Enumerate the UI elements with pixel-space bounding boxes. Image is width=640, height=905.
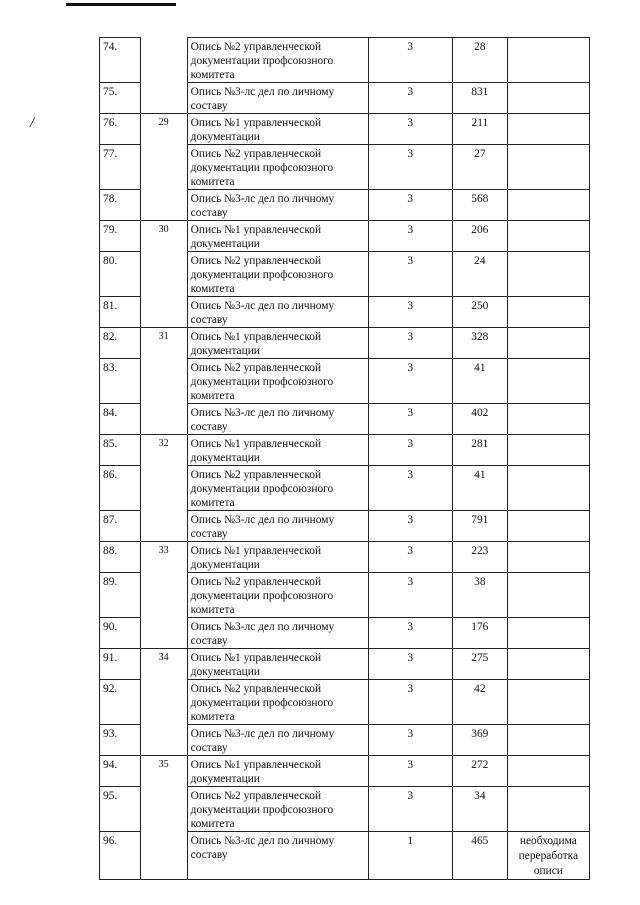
note-cell [507,542,589,573]
count-cell: 41 [452,359,507,404]
inventory-title-cell: Опись №2 управленческой документации профсоюзного комитета [187,573,368,618]
inventory-table [99,37,590,880]
count-cell: 568 [452,190,507,221]
note-cell [507,114,589,145]
category-cell: 3 [368,328,452,359]
count-cell: 206 [452,221,507,252]
inventory-title-cell: Опись №2 управленческой документации профсоюзного комитета [187,359,368,404]
note-cell [507,145,589,190]
fund-number-cell: 31 [140,328,187,359]
category-cell: 3 [368,404,452,435]
inventory-title-cell: Опись №3-лс дел по личному составу [187,190,368,221]
inventory-title-cell: Опись №2 управленческой документации профсоюзного комитета [187,680,368,725]
count-cell: 41 [452,466,507,511]
category-cell: 3 [368,252,452,297]
row-number-cell: 91. [100,649,141,680]
table-row [100,832,590,880]
fund-number-cell [140,83,187,114]
table-row [100,756,590,787]
note-cell [507,190,589,221]
category-cell: 3 [368,756,452,787]
category-cell: 1 [368,832,452,880]
row-number-cell: 74. [100,38,141,83]
category-cell: 3 [368,542,452,573]
category-cell: 3 [368,114,452,145]
count-cell: 42 [452,680,507,725]
row-number-cell: 75. [100,83,141,114]
row-number-cell: 84. [100,404,141,435]
table-row [100,252,590,297]
category-cell: 3 [368,618,452,649]
inventory-title-cell: Опись №2 управленческой документации профсоюзного комитета [187,145,368,190]
fund-number-cell: 34 [140,649,187,680]
category-cell: 3 [368,38,452,83]
count-cell: 176 [452,618,507,649]
fund-number-cell [140,618,187,649]
row-number-cell: 77. [100,145,141,190]
count-cell: 24 [452,252,507,297]
fund-number-cell [140,252,187,297]
count-cell: 250 [452,297,507,328]
table-row [100,680,590,725]
fund-number-cell: 32 [140,435,187,466]
row-number-cell: 93. [100,725,141,756]
fund-number-cell [140,787,187,832]
note-cell: необходима переработка описи [507,832,589,880]
inventory-title-cell: Опись №1 управленческой документации [187,328,368,359]
count-cell: 328 [452,328,507,359]
category-cell: 3 [368,787,452,832]
row-number-cell: 90. [100,618,141,649]
inventory-title-cell: Опись №1 управленческой документации [187,542,368,573]
row-number-cell: 82. [100,328,141,359]
row-number-cell: 85. [100,435,141,466]
note-cell [507,618,589,649]
table-row [100,511,590,542]
category-cell: 3 [368,573,452,618]
fund-number-cell [140,190,187,221]
count-cell: 27 [452,145,507,190]
category-cell: 3 [368,680,452,725]
fund-number-cell: 30 [140,221,187,252]
note-cell [507,83,589,114]
inventory-title-cell: Опись №3-лс дел по личному составу [187,725,368,756]
inventory-title-cell: Опись №3-лс дел по личному составу [187,404,368,435]
fund-number-cell [140,404,187,435]
inventory-title-cell: Опись №1 управленческой документации [187,435,368,466]
note-cell [507,466,589,511]
category-cell: 3 [368,83,452,114]
note-cell [507,756,589,787]
fund-number-cell [140,38,187,83]
note-cell [507,359,589,404]
note-cell [507,680,589,725]
note-cell [507,404,589,435]
note-cell [507,435,589,466]
row-number-cell: 81. [100,297,141,328]
note-cell [507,649,589,680]
inventory-title-cell: Опись №1 управленческой документации [187,114,368,145]
inventory-title-cell: Опись №1 управленческой документации [187,756,368,787]
inventory-title-cell: Опись №2 управленческой документации профсоюзного комитета [187,787,368,832]
row-number-cell: 78. [100,190,141,221]
row-number-cell: 86. [100,466,141,511]
category-cell: 3 [368,221,452,252]
note-cell [507,252,589,297]
count-cell: 28 [452,38,507,83]
table-row [100,435,590,466]
fund-number-cell [140,573,187,618]
fund-number-cell [140,359,187,404]
row-number-cell: 95. [100,787,141,832]
fund-number-cell [140,725,187,756]
fund-number-cell: 33 [140,542,187,573]
table-row [100,573,590,618]
count-cell: 402 [452,404,507,435]
table-row [100,221,590,252]
category-cell: 3 [368,359,452,404]
margin-mark: / [30,115,35,131]
category-cell: 3 [368,649,452,680]
count-cell: 281 [452,435,507,466]
inventory-title-cell: Опись №2 управленческой документации профсоюзного комитета [187,252,368,297]
row-number-cell: 96. [100,832,141,880]
note-cell [507,725,589,756]
fund-number-cell [140,832,187,880]
table-row [100,466,590,511]
inventory-title-cell: Опись №3-лс дел по личному составу [187,832,368,880]
row-number-cell: 88. [100,542,141,573]
inventory-title-cell: Опись №1 управленческой документации [187,649,368,680]
table-row [100,618,590,649]
fund-number-cell [140,511,187,542]
inventory-title-cell: Опись №3-лс дел по личному составу [187,297,368,328]
category-cell: 3 [368,190,452,221]
table-row [100,190,590,221]
top-rule [66,3,176,6]
row-number-cell: 89. [100,573,141,618]
category-cell: 3 [368,145,452,190]
count-cell: 34 [452,787,507,832]
table-row [100,38,590,83]
category-cell: 3 [368,511,452,542]
table-row [100,649,590,680]
table-row [100,359,590,404]
fund-number-cell [140,680,187,725]
row-number-cell: 76. [100,114,141,145]
fund-number-cell: 29 [140,114,187,145]
count-cell: 275 [452,649,507,680]
table-row [100,114,590,145]
table-row [100,328,590,359]
fund-number-cell [140,466,187,511]
table-row [100,83,590,114]
inventory-title-cell: Опись №1 управленческой документации [187,221,368,252]
count-cell: 465 [452,832,507,880]
count-cell: 272 [452,756,507,787]
inventory-title-cell: Опись №3-лс дел по личному составу [187,83,368,114]
row-number-cell: 80. [100,252,141,297]
count-cell: 369 [452,725,507,756]
row-number-cell: 87. [100,511,141,542]
category-cell: 3 [368,725,452,756]
table-row [100,725,590,756]
inventory-title-cell: Опись №2 управленческой документации профсоюзного комитета [187,38,368,83]
note-cell [507,297,589,328]
note-cell [507,38,589,83]
category-cell: 3 [368,435,452,466]
count-cell: 791 [452,511,507,542]
table-row [100,787,590,832]
inventory-title-cell: Опись №3-лс дел по личному составу [187,618,368,649]
inventory-title-cell: Опись №3-лс дел по личному составу [187,511,368,542]
count-cell: 223 [452,542,507,573]
count-cell: 831 [452,83,507,114]
category-cell: 3 [368,466,452,511]
table-row [100,542,590,573]
count-cell: 38 [452,573,507,618]
row-number-cell: 92. [100,680,141,725]
note-cell [507,328,589,359]
table-row [100,297,590,328]
row-number-cell: 94. [100,756,141,787]
fund-number-cell: 35 [140,756,187,787]
note-cell [507,573,589,618]
fund-number-cell [140,145,187,190]
category-cell: 3 [368,297,452,328]
note-cell [507,221,589,252]
row-number-cell: 83. [100,359,141,404]
row-number-cell: 79. [100,221,141,252]
note-cell [507,511,589,542]
table-row [100,145,590,190]
inventory-title-cell: Опись №2 управленческой документации профсоюзного комитета [187,466,368,511]
table-row [100,404,590,435]
note-cell [507,787,589,832]
inventory-table-body [100,38,590,880]
count-cell: 211 [452,114,507,145]
fund-number-cell [140,297,187,328]
